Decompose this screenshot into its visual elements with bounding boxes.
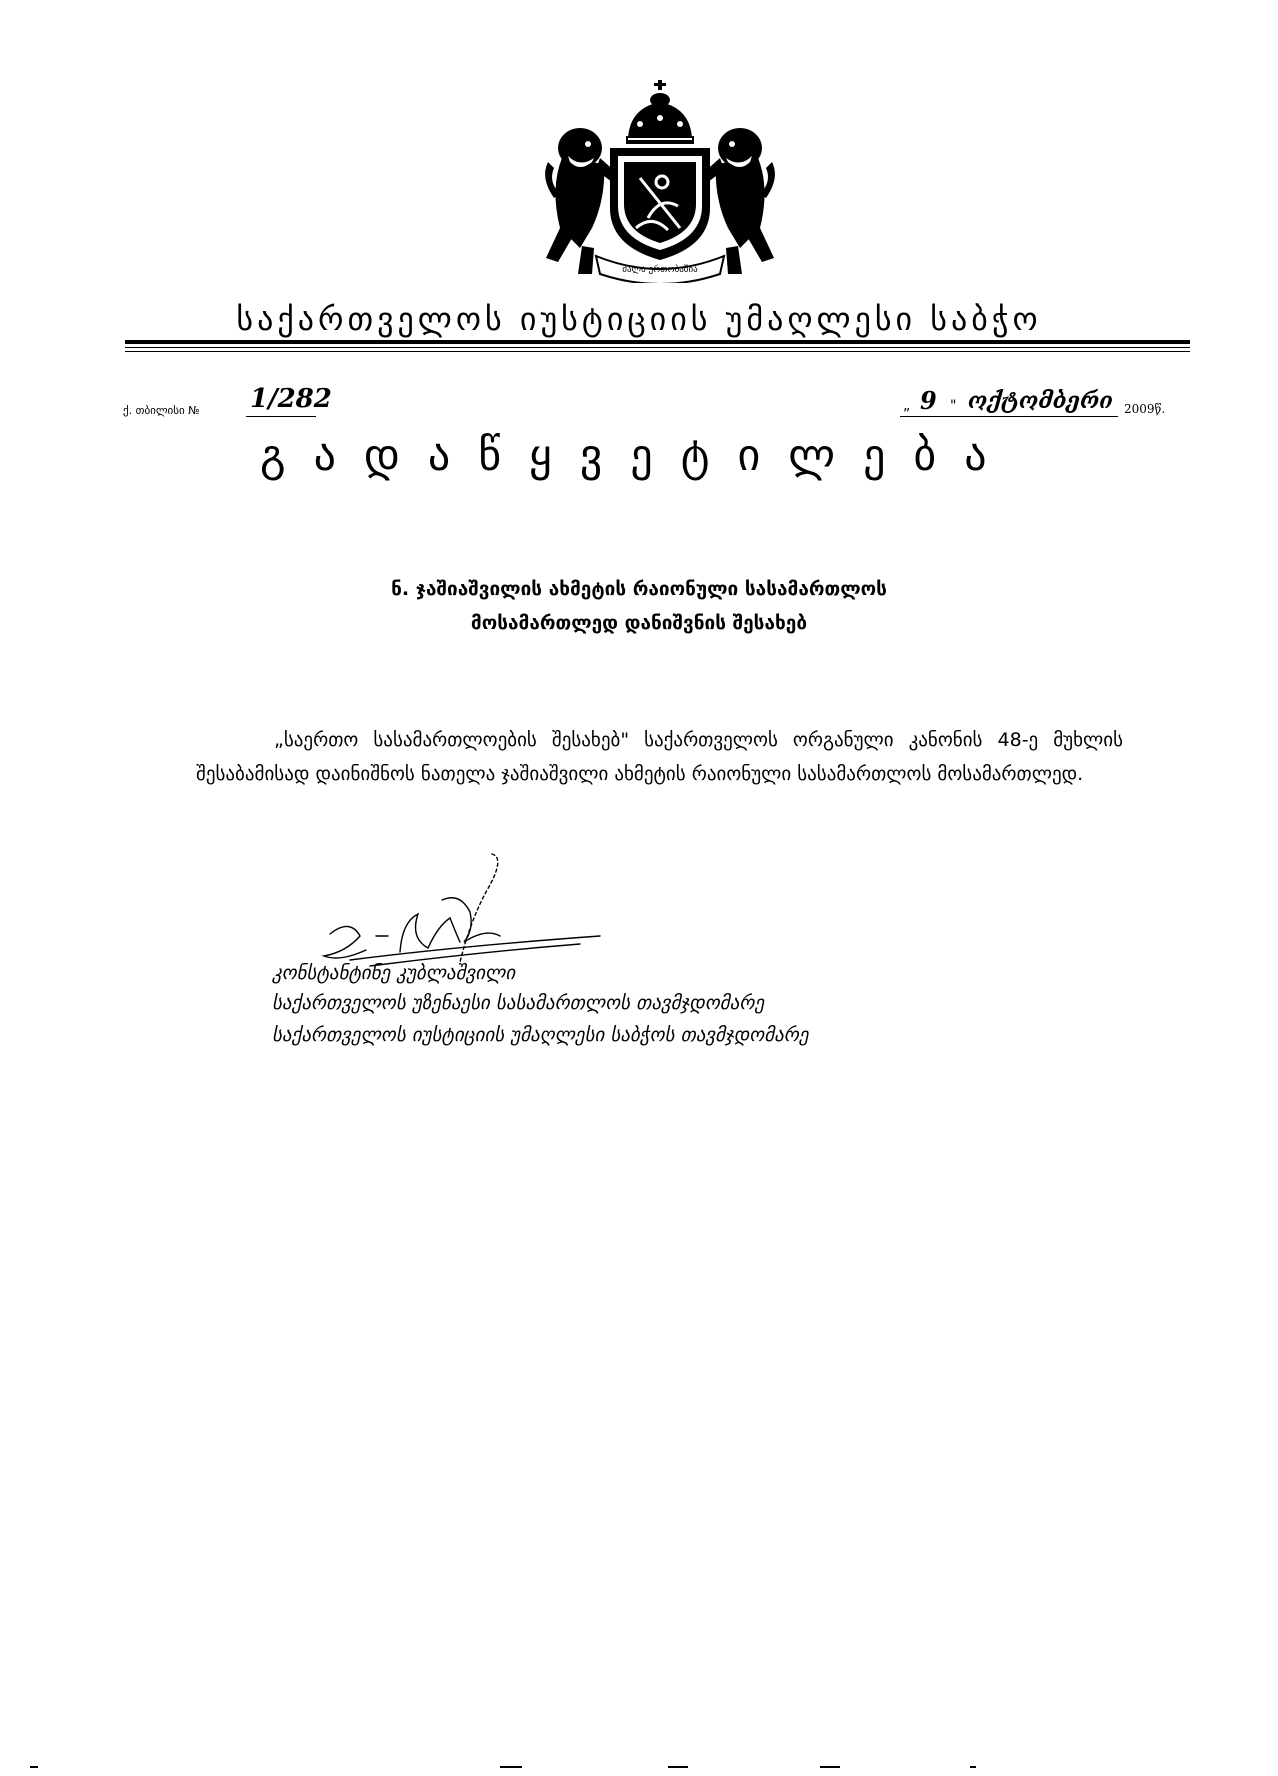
document-number-label: ქ. თბილისი № xyxy=(123,404,200,417)
scan-mark xyxy=(30,1766,38,1768)
date-year: 2009წ. xyxy=(1124,402,1166,416)
scan-mark xyxy=(820,1766,840,1768)
date-open-quote: „ xyxy=(903,398,911,414)
signer-title-1: საქართველოს უზენაესი სასამართლოს თავმჯდომარე xyxy=(272,992,765,1014)
document-type-heading: გადაწყვეტილება xyxy=(260,430,1015,481)
signer-title-2: საქართველოს იუსტიციის უმაღლესი საბჭოს თავმჯდომარე xyxy=(272,1024,809,1046)
signer-name: კონსტანტინე კუბლაშვილი xyxy=(272,962,516,984)
page-bottom-scan-marks xyxy=(0,1766,1278,1770)
document-number-underline xyxy=(246,416,316,417)
scan-mark xyxy=(500,1766,522,1768)
decision-paragraph: „საერთო სასამართლოების შესახებ" საქართველოს ორგანული კანონის 48-ე მუხლის შესაბამისად დაინიშნოს ნათელა ჯაშიაშვილი ახმეტის რაიონული სასამართლოს მოსამართლედ. xyxy=(196,729,1123,785)
institution-title: საქართველოს იუსტიციის უმაღლესი საბჭო xyxy=(236,300,1042,338)
header-rule-thin-2 xyxy=(125,351,1190,352)
date-underline xyxy=(900,416,1118,417)
coat-of-arms-emblem xyxy=(540,78,780,283)
document-number-value: 1/282 xyxy=(250,384,332,414)
date-close-quote: " xyxy=(950,398,957,414)
emblem-motto: ძალა ერთობაშია xyxy=(622,265,698,275)
scan-mark xyxy=(668,1766,688,1768)
date-month: ოქტომბერი xyxy=(968,388,1113,414)
subject-line-2: მოსამართლედ დანიშვნის შესახებ xyxy=(470,612,808,634)
scan-mark xyxy=(970,1766,976,1768)
date-day: 9 xyxy=(920,386,937,415)
decision-body xyxy=(196,723,1123,791)
header-rule-thin xyxy=(125,347,1190,348)
subject-line-1: ნ. ჯაშიაშვილის ახმეტის რაიონული სასამართლოს xyxy=(391,578,887,600)
header-rule-thick xyxy=(125,340,1190,344)
